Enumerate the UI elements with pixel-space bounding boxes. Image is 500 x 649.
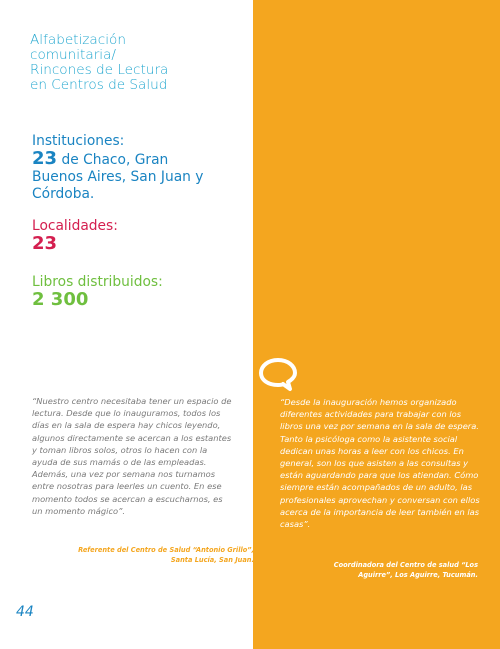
stat-localidades bbox=[32, 218, 118, 252]
attribution-line: Santa Lucía, San Juan. bbox=[170, 556, 254, 564]
stat-libros-value: 2 300 bbox=[32, 289, 89, 310]
stat-localidades-label: Localidades: bbox=[32, 218, 118, 234]
title-line: en Centros de Salud bbox=[30, 77, 168, 93]
stat-instituciones bbox=[32, 133, 232, 203]
title-line: Alfabetización bbox=[30, 32, 126, 48]
stat-instituciones-label: Instituciones: bbox=[32, 133, 125, 149]
stat-instituciones-text: Buenos Aires, San Juan y bbox=[32, 169, 204, 185]
section-title bbox=[30, 33, 230, 93]
attribution-line: Coordinadora del Centro de salud “Los bbox=[333, 561, 478, 569]
title-line: Rincones de Lectura bbox=[30, 62, 169, 78]
speech-bubble-icon bbox=[256, 356, 300, 392]
stat-instituciones-number: 23 bbox=[32, 148, 58, 169]
testimonial-attribution-right bbox=[280, 560, 478, 580]
stat-instituciones-text: Córdoba. bbox=[32, 186, 95, 202]
stat-instituciones-line bbox=[32, 150, 232, 169]
title-line: comunitaria/ bbox=[30, 47, 116, 63]
testimonial-attribution-left bbox=[32, 545, 254, 565]
stat-localidades-value: 23 bbox=[32, 233, 58, 254]
testimonial-quote-left: “Nuestro centro necesitaba tener un espacio de lectura. Desde que lo inauguramos, todos los días en la sala de espera hay chicos leyendo, algunos directamente se acercan a los estantes y toman libros solos, otros lo hacen con la ayuda de sus mamás o de las empleadas. Además, una vez por semana nos turnamos entre nosotras para leerles un cuento. En ese momento todos se acercan a escucharnos, es un momento mágico”. bbox=[32, 396, 232, 516]
attribution-line: Aguirre”, Los Aguirre, Tucumán. bbox=[358, 571, 478, 579]
stat-libros bbox=[32, 274, 163, 308]
stat-libros-label: Libros distribuidos: bbox=[32, 274, 163, 290]
stat-instituciones-text: de Chaco, Gran bbox=[57, 152, 169, 168]
attribution-line: Referente del Centro de Salud “Antonio Grillo”, bbox=[78, 546, 254, 554]
page-number: 44 bbox=[16, 604, 34, 620]
orange-panel bbox=[253, 0, 500, 649]
testimonial-quote-right: “Desde la inauguración hemos organizado diferentes actividades para trabajar con los libros una vez por semana en la sala de espera. Tanto la psicóloga como la asistente social dedican unas horas a leer con los chicos. En general, son los que asisten a las consultas y están aguardando para que los atiendan. Cómo siempre están acompañados de un adulto, las profesionales aprovechan y conversan con ellos acerca de la importancia de leer también en las casas”. bbox=[280, 397, 480, 530]
